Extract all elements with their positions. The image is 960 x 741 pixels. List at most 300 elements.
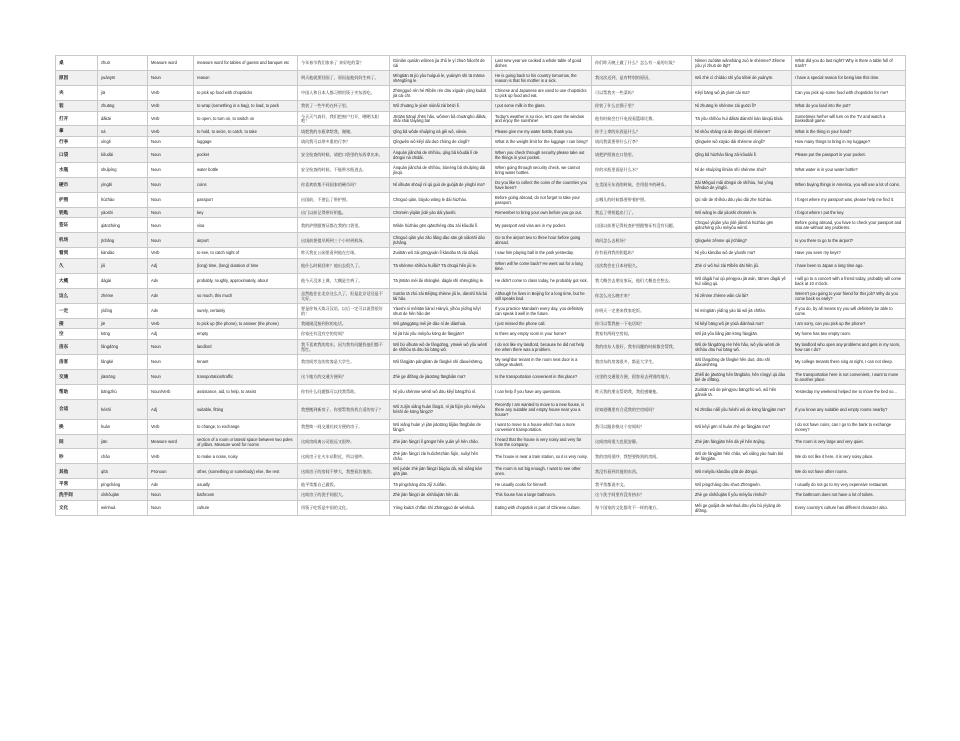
cell-ex-zh[interactable]: 要是你每天练习汉语，以后一定可以说得很好的！ (298, 303, 390, 318)
cell-def[interactable]: luggage (194, 137, 298, 148)
cell-ex-en[interactable]: My passport and visa are in my pocket. (492, 218, 592, 233)
table-row[interactable] (56, 126, 906, 137)
cell-ex-zh[interactable]: 我想换一间交通比较方便的房子。 (298, 419, 390, 434)
cell-def[interactable]: landlord (194, 339, 298, 354)
cell-hanzi[interactable]: 硬币 (56, 177, 98, 192)
cell-ex-py[interactable]: Tā jīntiān méi lái shàngkè, dàgài shì shēngbìng le. (390, 273, 492, 288)
cell-pinyin[interactable]: hùzhào (98, 192, 148, 207)
cell-ex2-py[interactable]: Qǐng bǎ hùzhào fàng zài kǒudài lǐ. (692, 147, 792, 162)
cell-pos[interactable]: Adj (148, 329, 194, 340)
cell-ex2-en[interactable]: The room is very large and very quiet. (792, 434, 906, 449)
cell-hanzi[interactable]: 护照 (56, 192, 98, 207)
cell-pos[interactable]: Verb (148, 111, 194, 126)
cell-pos[interactable]: Noun (148, 137, 194, 148)
cell-def[interactable]: to wrap (something in a bag), to load, to pack (194, 100, 298, 111)
cell-def[interactable]: pocket (194, 147, 298, 162)
cell-hanzi[interactable]: 空 (56, 329, 98, 340)
cell-ex-en[interactable]: I do not like my landlord, because he did not help me when there was a problem. (492, 339, 592, 354)
table-row[interactable] (56, 177, 906, 192)
table-row[interactable] (56, 56, 906, 71)
cell-ex2-py[interactable]: Wǒ de fángdōng rén hěn hǎo, wǒ yǒu wèntí de shíhòu dōu huì bāng wǒ. (692, 339, 792, 354)
table-row[interactable] (56, 384, 906, 399)
cell-pinyin[interactable]: xǐshǒujiān (98, 490, 148, 501)
cell-ex2-py[interactable]: Wǒ dàgài huì qù péngyou jiā wán, tāmen dàgài yě huì xiǎng qù. (692, 273, 792, 288)
cell-ex2-en[interactable]: I forgot where I put the key. (792, 207, 906, 218)
cell-ex-py[interactable]: Jīntiān tiānqì zhēn hǎo, wǒmen bǎ chuānghù dǎkāi, shài shài tàiyáng ba! (390, 111, 492, 126)
cell-ex-py[interactable]: Zhè jiān fángzi lí gōngsī hěn yuǎn yě hěn chǎo. (390, 434, 492, 449)
cell-ex2-zh[interactable]: 我家有两间空房间。 (592, 329, 692, 340)
cell-pinyin[interactable]: jiān (98, 434, 148, 449)
table-row[interactable] (56, 233, 906, 248)
cell-pinyin[interactable]: yídìng (98, 303, 148, 318)
table-row[interactable] (56, 399, 906, 419)
cell-ex2-py[interactable]: Wǒ wàng le dài yàoshi chūmén le. (692, 207, 792, 218)
cell-ex-en[interactable]: Do you like to collect the coins of the countries you have been? (492, 177, 592, 192)
cell-pinyin[interactable]: chǎo (98, 449, 148, 464)
cell-ex2-en[interactable]: Yesterday my weekend helped me to move the bed so... (792, 384, 906, 399)
table-row[interactable] (56, 354, 906, 369)
cell-ex-py[interactable]: Ānquán jiǎnchá de shíhòu, bùnéng bǎ shuǐpíng dài jìnqù. (390, 162, 492, 177)
cell-ex-en[interactable]: I heard that the house is very noisy and very far from the company. (492, 434, 592, 449)
cell-ex-py[interactable]: Wǒ gānggāng méi jiē dào nǐ de diànhuà. (390, 318, 492, 329)
cell-hanzi[interactable]: 间 (56, 434, 98, 449)
cell-def[interactable]: assistance, aid, to help, to assist (194, 384, 298, 399)
cell-pinyin[interactable]: bāngzhù (98, 384, 148, 399)
cell-def[interactable]: so much, this much (194, 288, 298, 303)
table-row[interactable] (56, 500, 906, 515)
cell-ex-zh[interactable]: 这间房子的房间不够大，我想看其他的。 (298, 464, 390, 479)
cell-def[interactable]: bathroom (194, 490, 298, 501)
cell-hanzi[interactable]: 平常 (56, 479, 98, 490)
cell-hanzi[interactable]: 久 (56, 258, 98, 273)
cell-hanzi[interactable]: 洗手间 (56, 490, 98, 501)
cell-hanzi[interactable]: 房客 (56, 354, 98, 369)
table-row[interactable] (56, 339, 906, 354)
cell-pinyin[interactable]: yuányīn (98, 70, 148, 85)
cell-ex-en[interactable]: Recently I am wanted to move to a new house, is there any suitable and empty house near you a house? (492, 399, 592, 419)
cell-def[interactable]: (long) time, (long) duration of time (194, 258, 298, 273)
cell-ex2-zh[interactable]: 他有时候会打开电视看篮球比赛。 (592, 111, 692, 126)
cell-ex-zh[interactable]: 你喜欢收集不同国家的硬币吗？ (298, 177, 390, 192)
cell-pinyin[interactable]: héshì (98, 399, 148, 419)
cell-ex-en[interactable]: Eating with chopstick is part of Chinese culture. (492, 500, 592, 515)
cell-hanzi[interactable]: 夹 (56, 85, 98, 100)
cell-ex2-py[interactable]: Zhèlǐ de jiāotōng hěn fāngbiàn, hěn róngyì qù dào bié de dìfāng. (692, 369, 792, 384)
cell-pos[interactable]: Noun (148, 70, 194, 85)
cell-ex2-zh[interactable]: 可以帮我夹一些菜吗？ (592, 85, 692, 100)
cell-ex2-en[interactable]: Sometimes he/her will turn on the TV and watch a basketball game. (792, 111, 906, 126)
cell-ex-en[interactable]: The house is near a train station, so it is very noisy. (492, 449, 592, 464)
cell-hanzi[interactable]: 钥匙 (56, 207, 98, 218)
cell-ex2-py[interactable]: Zài Měiguó mǎi dōngxi de shíhòu, huì yòng hěnduō de yìngbì. (692, 177, 792, 192)
cell-ex2-py[interactable]: Wǒ kěyǐ gēn nǐ huàn zhè ge fángjiān ma? (692, 419, 792, 434)
cell-ex2-en[interactable]: The transportation here is not convenient, I want to move to another place. (792, 369, 906, 384)
table-row[interactable] (56, 162, 906, 177)
cell-ex-en[interactable]: I just missed the phone call. (492, 318, 592, 329)
cell-ex-en[interactable]: Although he lives in Beijing for a long time, but he still speaks bad. (492, 288, 592, 303)
cell-ex2-en[interactable]: What is the thing in your hand? (792, 126, 906, 137)
cell-ex-zh[interactable]: 你家还有没有空的房间？ (298, 329, 390, 340)
cell-ex2-py[interactable]: Kěyǐ bāng wǒ jiā yìxiē cài ma? (692, 85, 792, 100)
cell-ex-py[interactable]: Yòng kuàizi chīfàn shì Zhōngguó de wénhuà. (390, 500, 492, 515)
cell-ex2-en[interactable]: Weren't you going to your friend for this job? Why do you come back so early? (792, 288, 906, 303)
table-row[interactable] (56, 192, 906, 207)
cell-ex2-zh[interactable]: 在美国买东西的时候，会用很多的硬币。 (592, 177, 692, 192)
cell-ex2-zh[interactable]: 去哪儿的时候都要带着护照。 (592, 192, 692, 207)
cell-pinyin[interactable]: yìngbì (98, 177, 148, 192)
cell-ex2-en[interactable]: How many things to bring in my luggage? (792, 137, 906, 148)
cell-ex2-en[interactable]: Is you there to go to the airport? (792, 233, 906, 248)
cell-hanzi[interactable]: 机场 (56, 233, 98, 248)
cell-ex2-zh[interactable]: 你装了什么在锅子里？ (592, 100, 692, 111)
cell-ex-en[interactable]: I want to move to a house which has a more convenient transportation. (492, 419, 592, 434)
cell-ex2-zh[interactable]: 你明天一定要来我家吃饭。 (592, 303, 692, 318)
cell-ex-zh[interactable]: 我房间旁边的房客是大学生。 (298, 354, 390, 369)
cell-def[interactable]: usually (194, 479, 298, 490)
cell-ex-py[interactable]: Zhè jiān fángzi de xǐshǒujiān hěn dà. (390, 490, 492, 501)
cell-def[interactable]: to pick up (the phone), to answer (the phone) (194, 318, 298, 329)
cell-pos[interactable]: Noun (148, 177, 194, 192)
cell-def[interactable]: to hold, to seize, to catch, to take (194, 126, 298, 137)
cell-ex-zh[interactable]: 这间房间离公司很远又很吵。 (298, 434, 390, 449)
cell-def[interactable]: measure word for tables of guests and banquet etc (194, 56, 298, 71)
cell-hanzi[interactable]: 打开 (56, 111, 98, 126)
table-row[interactable] (56, 207, 906, 218)
cell-def[interactable]: to open, to turn on, to switch on (194, 111, 298, 126)
cell-ex-py[interactable]: Nǐ xǐhuān shōují nǐ qù guò de guójiā de yìngbì ma? (390, 177, 492, 192)
cell-ex-zh[interactable]: 出门以前记得带好钥匙。 (298, 207, 390, 218)
cell-hanzi[interactable]: 桌 (56, 56, 98, 71)
table-row[interactable] (56, 303, 906, 318)
cell-ex-zh[interactable]: 这个地方的交通方便吗？ (298, 369, 390, 384)
cell-ex2-en[interactable]: The bathroom does not have a lot of toilets. (792, 490, 906, 501)
cell-def[interactable]: water bottle (194, 162, 298, 177)
cell-pos[interactable]: Verb (148, 100, 194, 111)
cell-hanzi[interactable]: 文化 (56, 500, 98, 515)
cell-ex2-zh[interactable]: 我可以跟你换这个房间吗？ (592, 419, 692, 434)
cell-def[interactable]: to see, to catch sight of (194, 248, 298, 259)
cell-ex2-en[interactable]: My landlord who open any problems and gets in my room, how can I do? (792, 339, 906, 354)
cell-pos[interactable]: Verb (148, 419, 194, 434)
cell-ex2-zh[interactable]: 这间房间很大也很安静。 (592, 434, 692, 449)
cell-ex-py[interactable]: Wǒ juéde zhè jiān fángzi bùgòu dà, wǒ xiǎng kàn qítā jiān. (390, 464, 492, 479)
cell-pos[interactable]: Adj (148, 399, 194, 419)
cell-ex2-en[interactable]: Please put the passport in your pocket. (792, 147, 906, 162)
cell-hanzi[interactable]: 合适 (56, 399, 98, 419)
cell-def[interactable]: section of a room or lateral space between two poles of pillars. Measure word for rooms (194, 434, 298, 449)
cell-pos[interactable]: Verb (148, 449, 194, 464)
table-row[interactable] (56, 85, 906, 100)
table-row[interactable] (56, 137, 906, 148)
cell-ex-en[interactable]: This house has a large bathroom. (492, 490, 592, 501)
cell-pos[interactable]: Noun (148, 233, 194, 248)
cell-ex2-py[interactable]: Qǐngwèn wǒ xūyào dài shénme xínglǐ? (692, 137, 792, 148)
cell-pos[interactable]: Noun (148, 162, 194, 177)
cell-ex2-py[interactable]: Zuótiān wǒ de péngyou bāngzhù wǒ, wǒ hěn gǎnxiè tā. (692, 384, 792, 399)
cell-ex2-zh[interactable]: 请问怎么去机场？ (592, 233, 692, 248)
cell-ex2-py[interactable]: Zhè jiān fángjiān hěn dà yě hěn ānjìng. (692, 434, 792, 449)
table-row[interactable] (56, 329, 906, 340)
cell-pos[interactable]: Pronoun (148, 464, 194, 479)
cell-ex-zh[interactable]: 今天天气真好，我们把窗户打开，晒晒太阳吧！ (298, 111, 390, 126)
cell-def[interactable]: airport (194, 233, 298, 248)
cell-def[interactable]: other, (something or somebody) else, the rest (194, 464, 298, 479)
cell-ex-py[interactable]: Gùnián qunián wǒmen jia zhǔ le yí zhuō hǎochī de cài (390, 56, 492, 71)
cell-ex-zh[interactable]: 明天他就要回国了，原因是他妈妈生病了。 (298, 70, 390, 85)
cell-ex-zh[interactable]: 我刚刚没接到你的电话。 (298, 318, 390, 329)
cell-ex-en[interactable]: My neighbor tenant in the room next door is a college student. (492, 354, 592, 369)
table-row[interactable] (56, 273, 906, 288)
cell-pinyin[interactable]: jiā (98, 85, 148, 100)
cell-ex-py[interactable]: Zhōngguó rén hé Rìběn rén dōu xíguàn yòng kuàizi jiā cài chī. (390, 85, 492, 100)
cell-ex2-py[interactable]: Wǒ de fángjiān hěn chǎo, wǒ xiǎng yào huàn bié de fángjiān. (692, 449, 792, 464)
cell-ex2-py[interactable]: Wǒ fángdōng de fángkè hěn duō, dōu shì dàxuéshēng. (692, 354, 792, 369)
cell-pinyin[interactable]: kàndào (98, 248, 148, 259)
cell-def[interactable]: key (194, 207, 298, 218)
cell-pos[interactable]: Noun/Verb (148, 384, 194, 399)
cell-pinyin[interactable]: qiānzhèng (98, 218, 148, 233)
cell-pinyin[interactable]: zhuāng (98, 100, 148, 111)
table-row[interactable] (56, 147, 906, 162)
cell-ex-py[interactable]: Yàoshi nǐ měitiān liànxí Hànyǔ, yǐhòu yídìng kěyǐ shuō de hěn hǎo de! (390, 303, 492, 318)
cell-ex2-zh[interactable]: 我房东的房客很多，都是大学生。 (592, 354, 692, 369)
cell-hanzi[interactable]: 拿 (56, 126, 98, 137)
cell-ex-en[interactable]: Go to the airport two to three hour before going abroad. (492, 233, 592, 248)
cell-pinyin[interactable]: yàoshi (98, 207, 148, 218)
cell-hanzi[interactable]: 签证 (56, 218, 98, 233)
cell-ex-en[interactable]: Is there any empty room in your home? (492, 329, 592, 340)
cell-ex2-zh[interactable]: 我忘了带钥匙出门了。 (592, 207, 692, 218)
cell-pinyin[interactable]: jiē (98, 318, 148, 329)
cell-ex-zh[interactable]: 请把我的水瓶拿给我，谢谢。 (298, 126, 390, 137)
cell-pos[interactable]: Noun (148, 354, 194, 369)
cell-pos[interactable]: Noun (148, 490, 194, 501)
cell-pos[interactable]: Verb (148, 318, 194, 329)
cell-pinyin[interactable]: fángdōng (98, 339, 148, 354)
cell-def[interactable]: empty (194, 329, 298, 340)
cell-def[interactable]: to pick up food with chopsticks (194, 85, 298, 100)
cell-hanzi[interactable]: 一定 (56, 303, 98, 318)
cell-ex2-py[interactable]: Nǐmen zuótiān wǎnshàng zuò le shénme? Zěnme yǒu yì zhuō de lājī? (692, 56, 792, 71)
cell-def[interactable]: visa (194, 218, 298, 233)
cell-ex2-zh[interactable]: 你的水瓶里面是什么水？ (592, 162, 692, 177)
cell-ex2-zh[interactable]: 请把护照放在口袋里。 (592, 147, 692, 162)
cell-pos[interactable]: Adj (148, 258, 194, 273)
cell-ex-en[interactable]: I put some milk in the glass. (492, 100, 592, 111)
cell-ex2-en[interactable]: I have been to Japan a long time ago. (792, 258, 906, 273)
cell-hanzi[interactable]: 这么 (56, 288, 98, 303)
cell-ex-py[interactable]: Wǒ bù xǐhuān wǒ de fángdōng, yīnwèi wǒ yǒu wèntí de shíhòu tā dōu bù bāng wǒ. (390, 339, 492, 354)
cell-ex-en[interactable]: He is going back to his country tomorrow, the reason is that his mother is a sick. (492, 70, 592, 85)
cell-ex2-en[interactable]: My home has two empty room. (792, 329, 906, 340)
cell-ex2-en[interactable]: Before going abroad, you have to check your passport and visa are without any problems. (792, 218, 906, 233)
cell-pinyin[interactable]: fángkè (98, 354, 148, 369)
cell-ex2-py[interactable]: Zhè ge xǐshǒujiān lǐ yǒu méiyǒu rèshuǐ? (692, 490, 792, 501)
cell-ex-py[interactable]: Tā píngcháng dōu zìjǐ zuòfàn. (390, 479, 492, 490)
cell-def[interactable]: tenant (194, 354, 298, 369)
cell-def[interactable]: culture (194, 500, 298, 515)
cell-ex2-en[interactable]: I will go to a concert with a friend today, probably will come back at 10 o'clock. (792, 273, 906, 288)
cell-hanzi[interactable]: 帮助 (56, 384, 98, 399)
cell-ex2-py[interactable]: Tā yǒu shíhòu huì dǎkāi diànshì kàn lánqiú bǐsài. (692, 111, 792, 126)
cell-ex-zh[interactable]: 安全检查的时候，请把口袋里的东西拿出来。 (298, 147, 390, 162)
cell-ex-py[interactable]: Wǒ xiǎng huàn yì jiān jiāotōng bǐjiào fāngbiàn de fángzi. (390, 419, 492, 434)
cell-pos[interactable]: Verb (148, 248, 194, 259)
cell-ex2-zh[interactable]: 我大概会去朋友家玩，他们大概也会想去。 (592, 273, 692, 288)
cell-ex2-zh[interactable]: 我这次迟到，是有特别的原因。 (592, 70, 692, 85)
cell-ex2-en[interactable]: If you know any suitable and empty rooms nearby? (792, 399, 906, 419)
cell-pinyin[interactable]: zhuō (98, 56, 148, 71)
cell-pos[interactable]: Noun (148, 339, 194, 354)
cell-pinyin[interactable]: kǒudài (98, 147, 148, 162)
cell-ex-py[interactable]: Nǐ jiā hái yǒu méiyǒu kōng de fángjiān? (390, 329, 492, 340)
cell-ex-en[interactable]: When will he come back? He went out for a long time. (492, 258, 592, 273)
cell-ex-py[interactable]: Qǐng bǎ wǒde shuǐpíng ná gěi wǒ, xièxie. (390, 126, 492, 137)
cell-ex2-py[interactable]: Nǐ míngtiān yídìng yào lái wǒ jiā chīfàn. (692, 303, 792, 318)
cell-hanzi[interactable]: 房东 (56, 339, 98, 354)
cell-ex2-zh[interactable]: 你可以帮我接一下电话吗？ (592, 318, 692, 329)
cell-pinyin[interactable]: jiāotōng (98, 369, 148, 384)
cell-hanzi[interactable]: 其他 (56, 464, 98, 479)
cell-ex-en[interactable]: Before going abroad, do not forget to take your passport. (492, 192, 592, 207)
cell-pos[interactable]: Noun (148, 192, 194, 207)
cell-def[interactable]: reason (194, 70, 298, 85)
cell-ex-zh[interactable]: 这间房子的洗手间很大。 (298, 490, 390, 501)
table-row[interactable] (56, 419, 906, 434)
cell-ex2-py[interactable]: Měi ge guójiā de wénhuà dōu yǒu bù yíyàng de dìfāng. (692, 500, 792, 515)
cell-ex-py[interactable]: Suīrán tā zhù zài Běijīng zhème jiǔ le, dànshì hái bú tài hǎo. (390, 288, 492, 303)
cell-ex2-py[interactable]: Wǒ méiyǒu kàndào qítā de dōngxi. (692, 464, 792, 479)
cell-hanzi[interactable]: 装 (56, 100, 98, 111)
cell-def[interactable]: to make a noise, noisy (194, 449, 298, 464)
cell-ex2-en[interactable]: I am sorry, can you pick up the phone? (792, 318, 906, 329)
cell-ex2-en[interactable]: We do not like it here, it is very noisy place. (792, 449, 906, 464)
cell-ex2-en[interactable]: I have a special reason for being late this time. (792, 70, 906, 85)
cell-def[interactable]: coins (194, 177, 298, 192)
cell-ex2-zh[interactable]: 这个洗手间里有没有热水？ (592, 490, 692, 501)
cell-ex-py[interactable]: Qǐngwèn wǒ kěyǐ dài duō zhòng de xínglǐ? (390, 137, 492, 148)
table-row[interactable] (56, 479, 906, 490)
cell-ex-py[interactable]: Ānquán jiǎnchá de shíhòu, qǐng bǎ kǒudài lǐ de dōngxi ná chūlái. (390, 147, 492, 162)
cell-pinyin[interactable]: zhème (98, 288, 148, 303)
cell-ex2-zh[interactable]: 你有看到我的钥匙吗？ (592, 248, 692, 259)
cell-ex-en[interactable]: Chinese and Japanese are used to use chopsticks to pick up food and eat. (492, 85, 592, 100)
table-row[interactable] (56, 111, 906, 126)
cell-ex2-en[interactable]: I usually do not go to my very expensive restaurant. (792, 479, 906, 490)
cell-ex2-zh[interactable]: 这里的交通很方便，很容易去到别的地方。 (592, 369, 692, 384)
cell-ex2-zh[interactable]: 你知道哪里有合适我的空房间吗？ (592, 399, 692, 419)
cell-pinyin[interactable]: huàn (98, 419, 148, 434)
cell-ex2-py[interactable]: Chūguó yǐqián yào jìdé jiǎnchá hùzhào gēn qiānzhèng yǒu méiyǒu wèntí. (692, 218, 792, 233)
cell-ex-en[interactable]: Today's weather is so nice, let's open the window and enjoy the sunshine! (492, 111, 592, 126)
cell-pos[interactable]: Adv (148, 288, 194, 303)
cell-ex-zh[interactable]: 我想搬到新房子，你要帮我找找合适的房子？ (298, 399, 390, 419)
cell-hanzi[interactable]: 行李 (56, 137, 98, 148)
cell-hanzi[interactable]: 接 (56, 318, 98, 329)
cell-ex2-en[interactable]: What did you do last night? Why is there a table full of trash? (792, 56, 906, 71)
cell-ex2-py[interactable]: Nǐ zhuāng le shénme zài guōzi lǐ? (692, 100, 792, 111)
cell-ex2-py[interactable]: Nǐ zhīdào nǎlǐ yǒu héshì wǒ de kōng fángjiān ma? (692, 399, 792, 419)
cell-ex-py[interactable]: Chūguó qián, búyào wàng le dài hùzhào. (390, 192, 492, 207)
cell-ex-zh[interactable]: 出国前，不要忘了带护照。 (298, 192, 390, 207)
cell-ex-en[interactable]: I can help if you have any questions. (492, 384, 592, 399)
cell-pinyin[interactable]: qítā (98, 464, 148, 479)
cell-ex2-zh[interactable]: 我没有看到其他的东西。 (592, 464, 692, 479)
cell-ex-zh[interactable]: 我不喜欢我的房东，因为我有问题找他们都不帮忙。 (298, 339, 390, 354)
cell-hanzi[interactable]: 交通 (56, 369, 98, 384)
table-row[interactable] (56, 288, 906, 303)
cell-hanzi[interactable]: 大概 (56, 273, 98, 288)
cell-ex-en[interactable]: If you practice Mandarin every day, you definitely can speak it well in the future. (492, 303, 592, 318)
cell-ex-zh[interactable]: 这间房子在火车站附近，所以很吵。 (298, 449, 390, 464)
cell-ex2-zh[interactable]: 你们昨天晚上做了什么？怎么有一桌的垃圾？ (592, 56, 692, 71)
cell-ex-en[interactable]: Please give me my water bottle, thank you. (492, 126, 592, 137)
cell-ex-py[interactable]: Chūguó qián yào zǎo liǎng dào sān gè xiǎoshí dào jīchǎng. (390, 233, 492, 248)
cell-pos[interactable]: Noun (148, 369, 194, 384)
table-row[interactable] (56, 218, 906, 233)
cell-hanzi[interactable]: 看到 (56, 248, 98, 259)
cell-pinyin[interactable]: shuǐpíng (98, 162, 148, 177)
cell-ex-py[interactable]: Nǐ yǒu shénme wèntí wǒ dōu kěyǐ bāngzhù nǐ. (390, 384, 492, 399)
cell-ex-zh[interactable]: 中国人和日本人都习惯用筷子夹东西吃。 (298, 85, 390, 100)
cell-def[interactable]: suitable, fitting (194, 399, 298, 419)
table-row[interactable] (56, 369, 906, 384)
table-row[interactable] (56, 464, 906, 479)
cell-ex2-zh[interactable]: 我的房间很吵，我想要换别的房间。 (592, 449, 692, 464)
cell-ex2-py[interactable]: Wǒ píngcháng dōu shuō Zhōngwén. (692, 479, 792, 490)
cell-ex2-py[interactable]: Nǐ de shuǐpíng lǐmiàn shì shénme shuǐ? (692, 162, 792, 177)
cell-ex2-py[interactable]: Nǐ shǒu shàng ná de dōngxi shì shénme? (692, 126, 792, 137)
cell-ex-en[interactable]: Is the transportation convenient in this place? (492, 369, 592, 384)
cell-ex-py[interactable]: Wǒ zuìjìn xiǎng huàn fángzi, nǐ jiā fùjìn yǒu méiyǒu héshì de kōng fángzi? (390, 399, 492, 419)
cell-ex-py[interactable]: Zuótiān wǒ zài gōngyuán lǐ kàndào tā zài dǎqiú. (390, 248, 492, 259)
cell-ex2-py[interactable]: Qǐngwèn zěnme qù jīchǎng? (692, 233, 792, 248)
cell-ex2-py[interactable]: Nǐ kěyǐ bāng wǒ jiē yíxià diànhuà ma? (692, 318, 792, 329)
cell-def[interactable]: to change, to exchange (194, 419, 298, 434)
table-row[interactable] (56, 434, 906, 449)
cell-ex-en[interactable]: When going through security check, we cannot bring water bottles. (492, 162, 592, 177)
cell-ex2-zh[interactable]: 出国以前要记得检查护照跟签证有没有问题。 (592, 218, 692, 233)
cell-ex-py[interactable]: Zhè jiān fángzi zài huǒchēzhàn fùjìn, suǒyǐ hěn chǎo. (390, 449, 492, 464)
table-row[interactable] (56, 449, 906, 464)
cell-ex2-py[interactable]: Nǐ zěnme zhème wǎn cái lái? (692, 288, 792, 303)
cell-ex-zh[interactable]: 虽然他住在北京这么久了，但是北京话还是不太好。 (298, 288, 390, 303)
table-row[interactable] (56, 318, 906, 329)
cell-pos[interactable]: Adv (148, 273, 194, 288)
cell-ex2-en[interactable]: Every country's culture has different character also. (792, 500, 906, 515)
cell-ex-en[interactable]: Remember to bring your own before you go out. (492, 207, 592, 218)
cell-ex-zh[interactable]: 他今天没来上课，大概是生病了。 (298, 273, 390, 288)
cell-hanzi[interactable]: 口袋 (56, 147, 98, 162)
cell-ex-py[interactable]: Míngtiān tā jiù yào huíguó le, yuányīn shì tā māma shēngbìng le (390, 70, 492, 85)
cell-ex-zh[interactable]: 安全检查的时候，不能带水瓶进去。 (298, 162, 390, 177)
cell-ex-zh[interactable]: 他平常都自己做饭。 (298, 479, 390, 490)
cell-ex2-zh[interactable]: 每个国家的文化都有不一样的地方。 (592, 500, 692, 515)
cell-pinyin[interactable]: ná (98, 126, 148, 137)
cell-pinyin[interactable]: dǎkāi (98, 111, 148, 126)
cell-ex2-zh[interactable]: 你手上拿的东西是什么？ (592, 126, 692, 137)
cell-ex-zh[interactable]: 他什么时候回来？他出去很久了。 (298, 258, 390, 273)
cell-ex-en[interactable]: What is the weight limit for the luggage I can bring? (492, 137, 592, 148)
cell-ex2-en[interactable]: When buying things in America, you will use a lot of coins. (792, 177, 906, 192)
cell-ex-en[interactable]: I saw him playing ball in the park yesterday. (492, 248, 592, 259)
cell-hanzi[interactable]: 原因 (56, 70, 98, 85)
cell-ex-en[interactable]: He usually cooks for himself. (492, 479, 592, 490)
cell-ex2-en[interactable]: My college tenants there sing at night, I can not sleep. (792, 354, 906, 369)
cell-ex-en[interactable]: When you check through security please take out the things in your pocket. (492, 147, 592, 162)
cell-pinyin[interactable]: jīchǎng (98, 233, 148, 248)
cell-def[interactable]: probably, roughly, approximately, about (194, 273, 298, 288)
